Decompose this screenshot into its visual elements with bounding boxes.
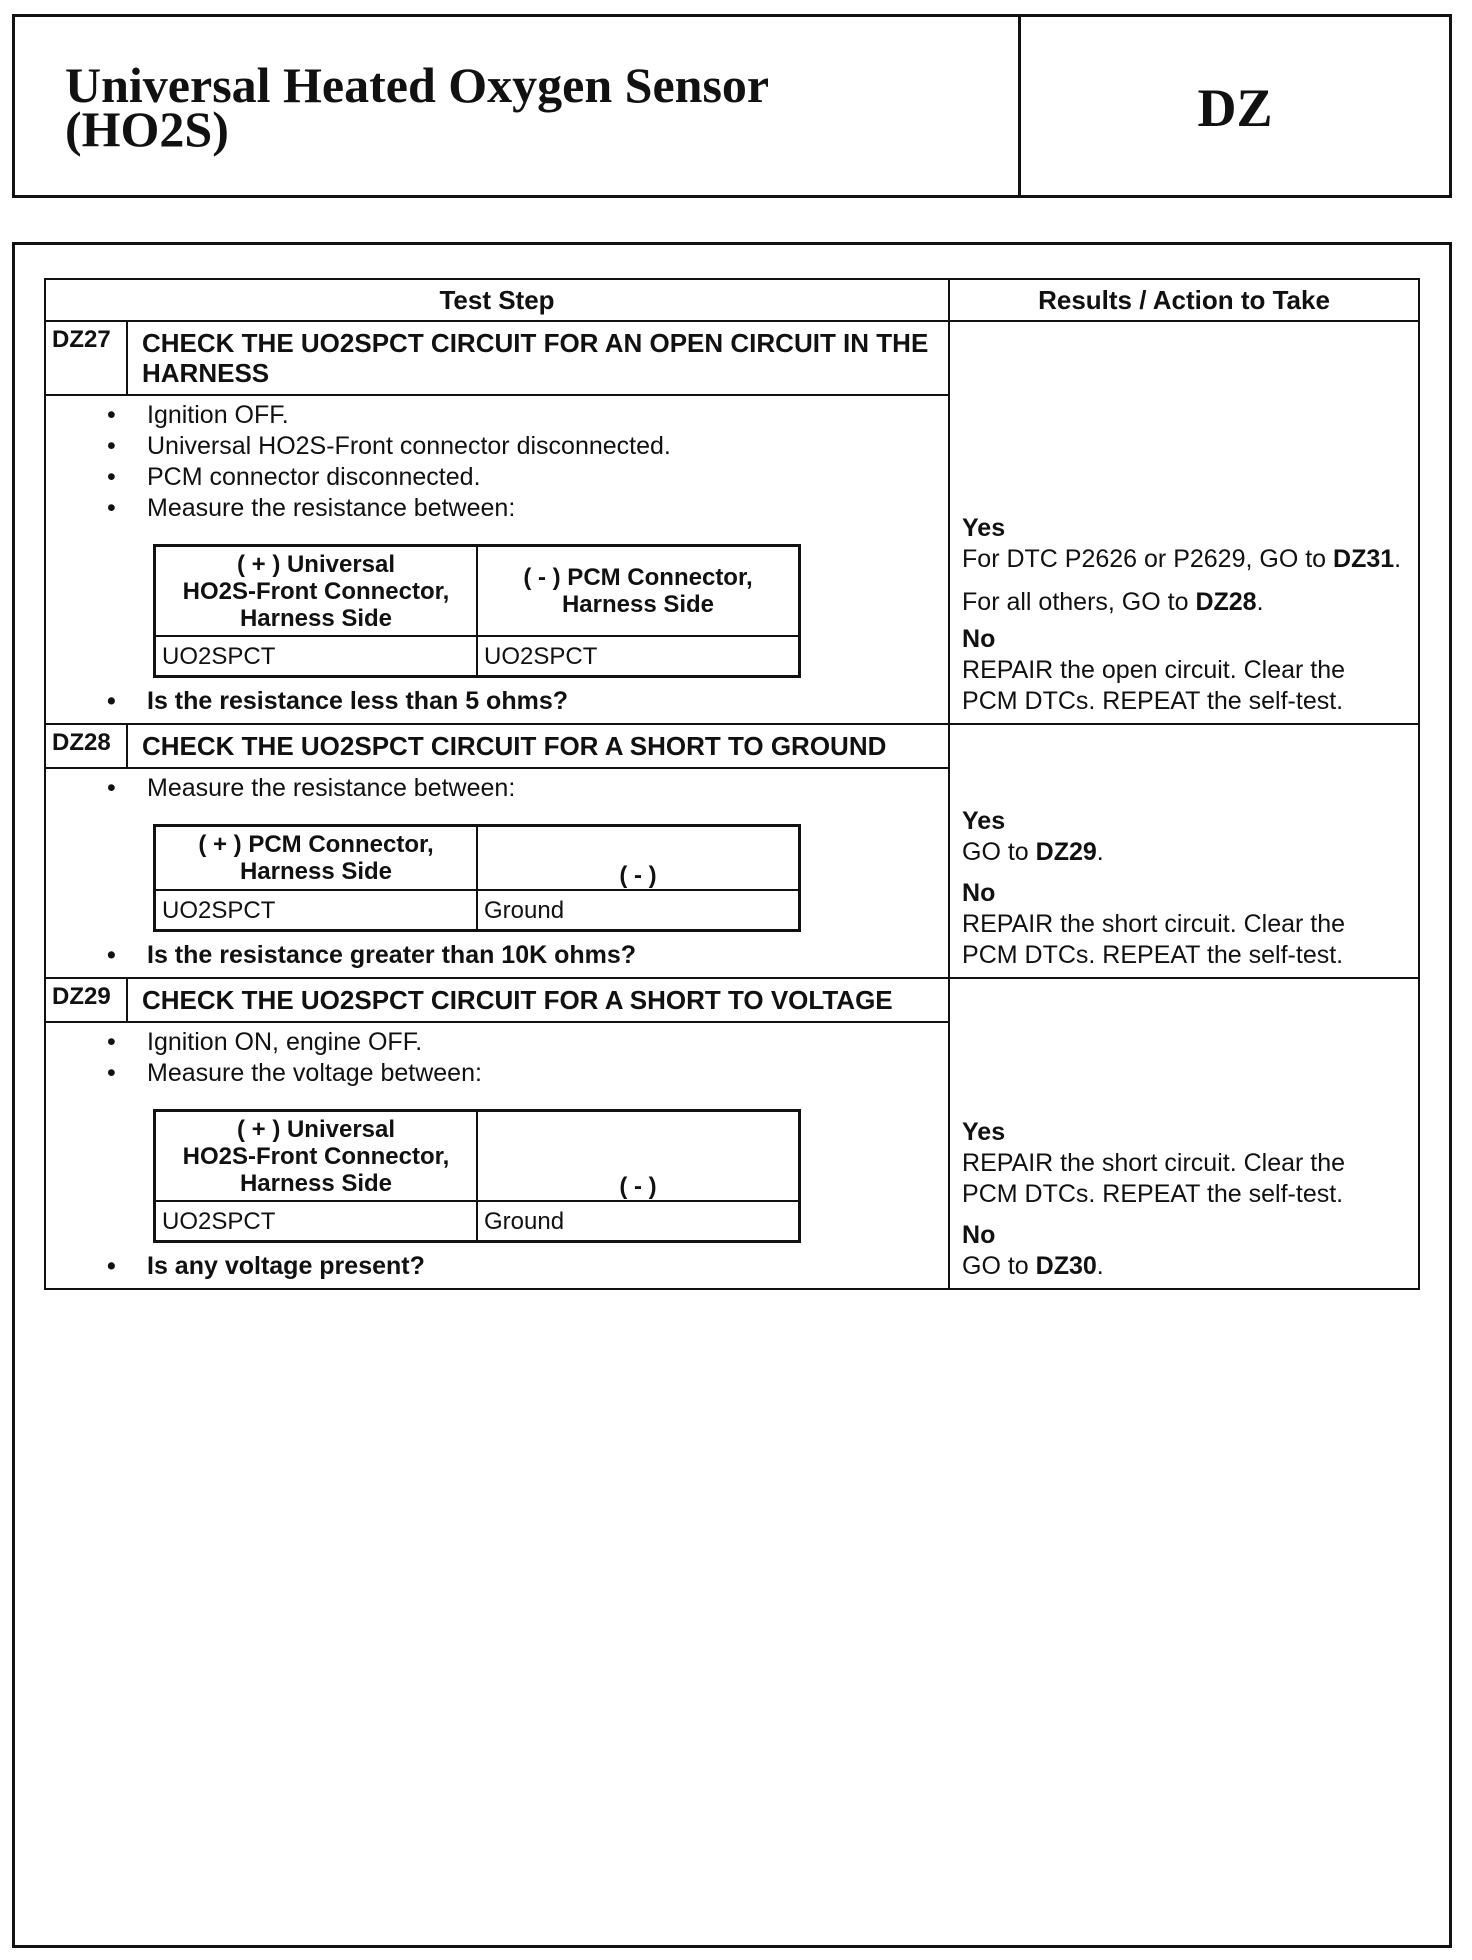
step-question: • Is the resistance greater than 10K ohms? xyxy=(147,940,940,971)
step-results xyxy=(949,978,1419,1289)
meas-value-positive: UO2SPCT xyxy=(155,1201,478,1242)
no-label: No xyxy=(962,1221,996,1249)
meas-header-positive: ( + ) PCM Connector, Harness Side xyxy=(155,826,478,891)
step-question: • Is the resistance less than 5 ohms? xyxy=(147,686,940,717)
list-item: • Measure the resistance between: xyxy=(147,773,940,804)
step-results xyxy=(949,321,1419,724)
step-title-row xyxy=(45,978,1419,1022)
meas-header-negative: ( - ) xyxy=(477,826,800,891)
yes-label: Yes xyxy=(962,1118,1006,1146)
meas-value-negative: Ground xyxy=(477,890,800,931)
no-action: REPAIR the short circuit. Clear the PCM DTCs. REPEAT the self-test. xyxy=(962,910,1346,969)
meas-header-negative: ( - ) xyxy=(477,1111,800,1202)
step-title: CHECK THE UO2SPCT CIRCUIT FOR A SHORT TO GROUND xyxy=(127,724,949,768)
step-id: DZ27 xyxy=(45,321,127,395)
step-id: DZ29 xyxy=(45,978,127,1022)
section-code: DZ xyxy=(1197,78,1273,138)
step-title: CHECK THE UO2SPCT CIRCUIT FOR A SHORT TO VOLTAGE xyxy=(127,978,949,1022)
page-title-line1: Universal Heated Oxygen Sensor xyxy=(65,57,770,113)
meas-value-negative: UO2SPCT xyxy=(477,636,800,677)
step-title-row xyxy=(45,321,1419,395)
list-item: • Universal HO2S-Front connector disconnected. xyxy=(147,431,940,462)
meas-header-negative: ( - ) PCM Connector, Harness Side xyxy=(477,546,800,637)
instruction-list xyxy=(46,773,940,804)
measurement-table xyxy=(153,824,801,932)
step-title: CHECK THE UO2SPCT CIRCUIT FOR AN OPEN CIRCUIT IN THE HARNESS xyxy=(127,321,949,395)
list-item: • Measure the voltage between: xyxy=(147,1058,940,1089)
step-question: • Is any voltage present? xyxy=(147,1251,940,1282)
question-list xyxy=(46,940,940,971)
measurement-table xyxy=(153,544,801,678)
step-title-row xyxy=(45,724,1419,768)
list-item: • Measure the resistance between: xyxy=(147,493,940,524)
question-list xyxy=(46,686,940,717)
step-body xyxy=(45,395,949,724)
step-id: DZ28 xyxy=(45,724,127,768)
test-step-table xyxy=(44,278,1420,1290)
yes-action: GO to DZ29. xyxy=(962,838,1104,866)
col-header-test-step: Test Step xyxy=(45,279,949,321)
measurement-table xyxy=(153,1109,801,1243)
meas-header-positive: ( + ) Universal HO2S-Front Connector, Harness Side xyxy=(155,546,478,637)
no-action: REPAIR the open circuit. Clear the PCM DTCs. REPEAT the self-test. xyxy=(962,656,1346,715)
no-action: GO to DZ30. xyxy=(962,1252,1104,1280)
step-body xyxy=(45,1022,949,1289)
page-title-line2: (HO2S) xyxy=(65,101,229,157)
yes-action: For DTC P2626 or P2629, GO to DZ31. xyxy=(962,545,1402,573)
question-list xyxy=(46,1251,940,1282)
yes-label: Yes xyxy=(962,514,1006,542)
yes-action-2: For all others, GO to DZ28. xyxy=(962,588,1264,616)
list-item: • Ignition OFF. xyxy=(147,400,940,431)
instruction-list xyxy=(46,1027,940,1089)
meas-header-positive: ( + ) Universal HO2S-Front Connector, Harness Side xyxy=(155,1111,478,1202)
page-header xyxy=(12,14,1452,198)
yes-label: Yes xyxy=(962,807,1006,835)
meas-value-positive: UO2SPCT xyxy=(155,890,478,931)
step-body xyxy=(45,768,949,978)
no-label: No xyxy=(962,625,996,653)
page-title xyxy=(15,17,1021,195)
no-label: No xyxy=(962,879,996,907)
meas-value-negative: Ground xyxy=(477,1201,800,1242)
meas-value-positive: UO2SPCT xyxy=(155,636,478,677)
step-results xyxy=(949,724,1419,978)
col-header-results: Results / Action to Take xyxy=(949,279,1419,321)
list-item: • PCM connector disconnected. xyxy=(147,462,940,493)
list-item: • Ignition ON, engine OFF. xyxy=(147,1027,940,1058)
instruction-list xyxy=(46,400,940,524)
table-header-row xyxy=(45,279,1419,321)
yes-action: REPAIR the short circuit. Clear the PCM DTCs. REPEAT the self-test. xyxy=(962,1149,1346,1208)
